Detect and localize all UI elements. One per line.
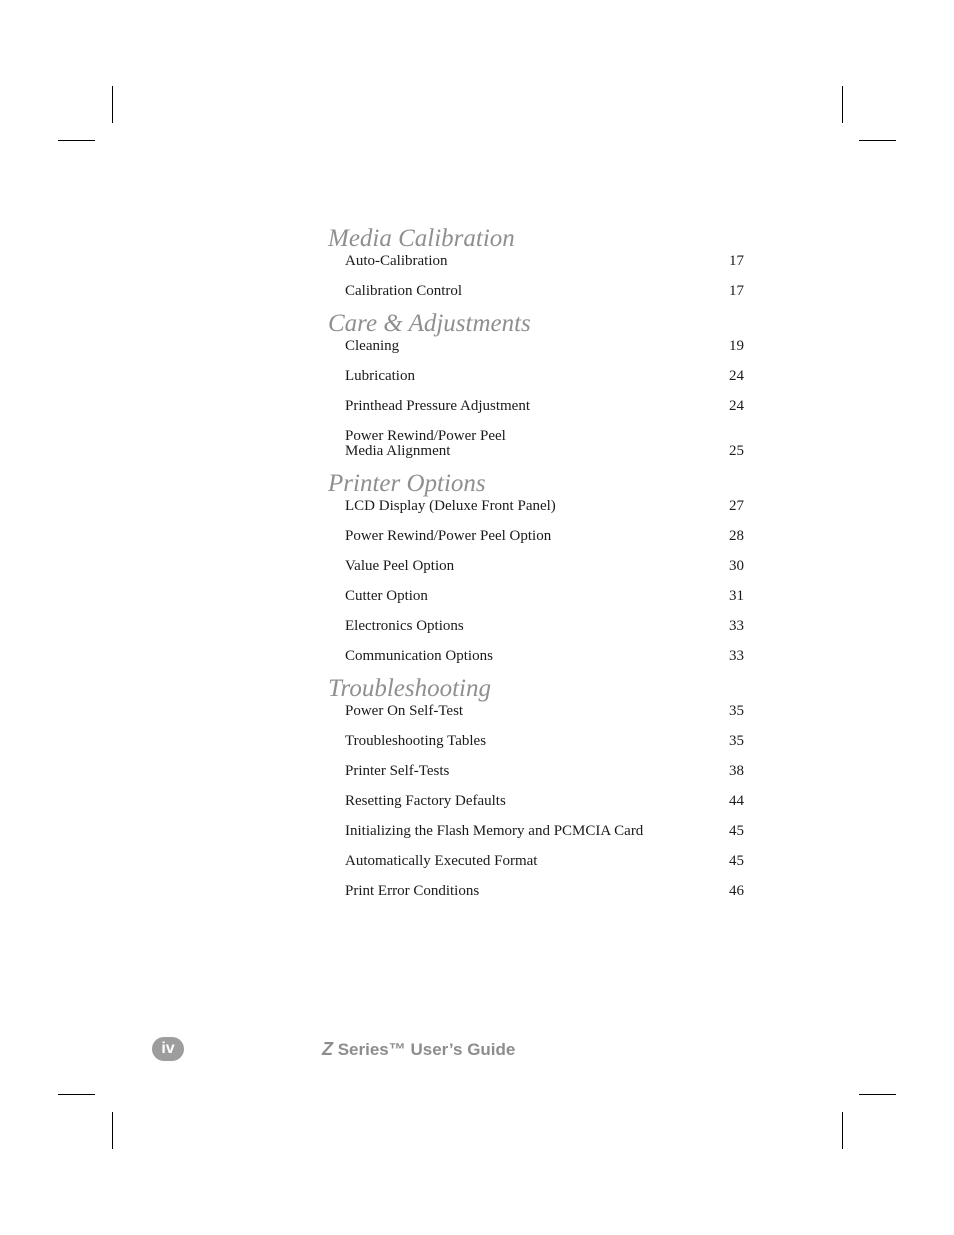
page-folio-badge: iv <box>152 1037 184 1061</box>
entry-page-number: 17 <box>729 283 744 299</box>
crop-mark-bottom-right-vertical <box>842 1112 843 1149</box>
entry-page-number: 45 <box>729 853 744 869</box>
toc-entry[interactable] <box>345 734 744 749</box>
entry-label: Electronics Options <box>345 618 464 634</box>
toc-entry[interactable] <box>345 369 744 384</box>
entry-page-number: 24 <box>729 398 744 414</box>
entry-label: Printer Self-Tests <box>345 763 450 779</box>
entry-label: LCD Display (Deluxe Front Panel) <box>345 498 556 514</box>
entry-label: Communication Options <box>345 648 493 664</box>
entry-label: Initializing the Flash Memory and PCMCIA Card <box>345 823 644 839</box>
toc-entry[interactable] <box>345 794 744 809</box>
guide-title-z: Z <box>322 1039 333 1059</box>
entry-label: Lubrication <box>345 368 415 384</box>
crop-mark-top-left-horizontal <box>58 140 95 141</box>
crop-mark-bottom-left-horizontal <box>58 1094 95 1095</box>
toc-section-care-adjustments <box>328 309 744 459</box>
crop-mark-bottom-left-vertical <box>112 1112 113 1149</box>
entry-page-number: 17 <box>729 253 744 269</box>
entry-page-number: 38 <box>729 763 744 779</box>
entry-label: Cleaning <box>345 338 400 354</box>
entry-page-number: 27 <box>729 498 744 514</box>
entry-label: Cutter Option <box>345 588 428 604</box>
entry-label: Troubleshooting Tables <box>345 733 487 749</box>
toc-entry[interactable] <box>345 529 744 544</box>
entry-page-number: 19 <box>729 338 744 354</box>
entry-label: Print Error Conditions <box>345 883 480 899</box>
entry-page-number: 30 <box>729 558 744 574</box>
toc-entry[interactable] <box>345 704 744 719</box>
entry-page-number: 46 <box>729 883 744 899</box>
toc-entry[interactable] <box>345 399 744 414</box>
toc-entry[interactable] <box>345 854 744 869</box>
toc-entry[interactable] <box>345 559 744 574</box>
entry-label: Calibration Control <box>345 283 463 299</box>
page-footer <box>152 1037 572 1061</box>
toc-section-troubleshooting <box>328 674 744 899</box>
entry-page-number: 45 <box>729 823 744 839</box>
entry-label: Power Rewind/Power Peel <box>345 428 506 444</box>
toc-entry[interactable] <box>345 339 744 354</box>
entry-label: Auto-Calibration <box>345 253 448 269</box>
toc-entry[interactable] <box>345 254 744 269</box>
entry-label-line-2: Media Alignment <box>345 443 451 459</box>
toc-entry[interactable] <box>345 884 744 899</box>
toc-entry[interactable] <box>345 499 744 514</box>
toc-section-printer-options <box>328 469 744 664</box>
table-of-contents <box>328 224 744 914</box>
entry-label: Power On Self-Test <box>345 703 464 719</box>
entry-label: Printhead Pressure Adjustment <box>345 398 530 414</box>
entry-page-number: 35 <box>729 703 744 719</box>
crop-mark-top-right-vertical <box>842 86 843 123</box>
entry-label: Resetting Factory Defaults <box>345 793 506 809</box>
guide-title-rest: Series™ User’s Guide <box>333 1040 516 1059</box>
entry-page-number: 33 <box>729 648 744 664</box>
toc-entry[interactable] <box>345 764 744 779</box>
toc-entry[interactable] <box>345 284 744 299</box>
toc-entry[interactable] <box>345 429 744 459</box>
guide-title <box>322 1037 515 1062</box>
toc-entry[interactable] <box>345 589 744 604</box>
entry-page-number: 31 <box>729 588 744 604</box>
entry-label: Power Rewind/Power Peel Option <box>345 528 552 544</box>
section-title: Care & Adjustments <box>328 310 531 337</box>
toc-entry[interactable] <box>345 824 744 839</box>
crop-mark-top-right-horizontal <box>859 140 896 141</box>
entry-page-number: 44 <box>729 793 744 809</box>
toc-section-media-calibration <box>328 224 744 299</box>
entry-page-number: 25 <box>729 443 744 459</box>
entry-label: Automatically Executed Format <box>345 853 538 869</box>
entry-label: Value Peel Option <box>345 558 455 574</box>
entry-page-number: 35 <box>729 733 744 749</box>
entry-page-number: 28 <box>729 528 744 544</box>
section-title: Printer Options <box>328 470 486 497</box>
entry-page-number: 24 <box>729 368 744 384</box>
section-title: Media Calibration <box>328 225 515 252</box>
crop-mark-bottom-right-horizontal <box>859 1094 896 1095</box>
section-title: Troubleshooting <box>328 675 491 702</box>
entry-page-number: 33 <box>729 618 744 634</box>
toc-entry[interactable] <box>345 649 744 664</box>
crop-mark-top-left-vertical <box>112 86 113 123</box>
toc-entry[interactable] <box>345 619 744 634</box>
